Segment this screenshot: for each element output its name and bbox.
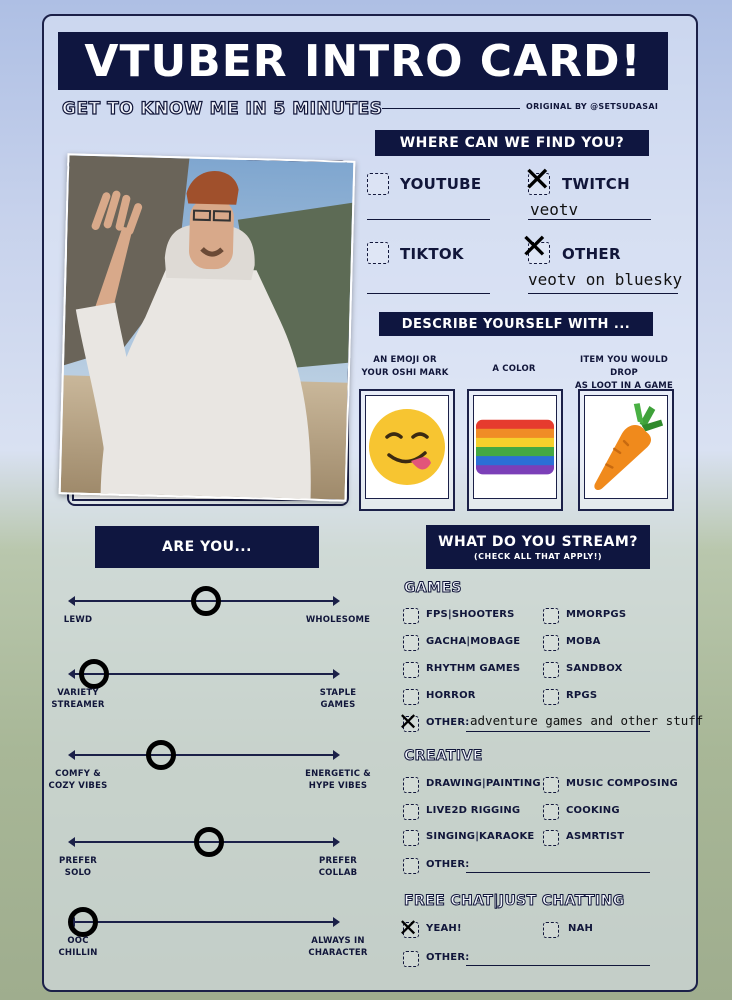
scale-left-text: COZY VIBES: [48, 781, 108, 791]
scale-right-text: ALWAYS IN: [311, 936, 365, 946]
games-option-checkbox[interactable]: [403, 689, 419, 705]
games-option-label: MMORPGS: [566, 609, 627, 620]
scale-right-text: ENERGETIC &: [305, 769, 371, 779]
emoji-caption-line-1: AN EMOJI OR: [373, 355, 437, 365]
games-option-label: SANDBOX: [566, 663, 623, 674]
are-you-heading: ARE YOU...: [95, 526, 319, 568]
creative-option-checkbox[interactable]: [543, 830, 559, 846]
twitch-value[interactable]: veotv: [530, 200, 579, 219]
creative-option-label: SINGING|KARAOKE: [426, 831, 535, 842]
games-option-checkbox[interactable]: [543, 662, 559, 678]
tiktok-checkbox[interactable]: [367, 242, 389, 264]
scale-left-text: CHILLIN: [58, 948, 98, 958]
tiktok-label: TIKTOK: [400, 245, 464, 263]
games-other-label: OTHER:: [426, 717, 470, 728]
scale-line[interactable]: [70, 673, 338, 675]
emoji-caption: [355, 354, 455, 380]
games-option-label: RHYTHM GAMES: [426, 663, 521, 674]
flag-stripe: [476, 429, 554, 439]
scale-left-label: [46, 687, 110, 711]
creative-other-label: OTHER:: [426, 859, 470, 870]
games-other-check-mark: ✕: [398, 708, 419, 736]
scale-line[interactable]: [70, 921, 338, 923]
scale-right-text: WHOLESOME: [305, 615, 371, 625]
avatar-illustration: [61, 155, 354, 499]
scale-left-label: [46, 935, 110, 959]
chat-other-label: OTHER:: [426, 952, 470, 963]
chat-heading: FREE CHAT|JUST CHATTING: [404, 893, 625, 909]
scale-line[interactable]: [70, 754, 338, 756]
chat-yes-label: YEAH!: [426, 923, 462, 934]
carrot-icon: [585, 399, 667, 495]
flag-stripe: [476, 438, 554, 448]
youtube-line: [367, 219, 490, 220]
games-option-label: MOBA: [566, 636, 601, 647]
color-box: [467, 389, 563, 511]
loot-caption: [566, 354, 682, 393]
twitch-check-mark: ✕: [523, 160, 552, 200]
games-option-label: GACHA|MOBAGE: [426, 636, 521, 647]
subtitle-divider: [382, 108, 520, 109]
games-option-checkbox[interactable]: [403, 662, 419, 678]
flag-stripe: [476, 465, 554, 475]
color-box-inner: [473, 395, 557, 499]
games-option-label: HORROR: [426, 690, 476, 701]
chat-no-checkbox[interactable]: [543, 922, 559, 938]
creative-option-label: MUSIC COMPOSING: [566, 778, 678, 789]
creative-option-checkbox[interactable]: [403, 830, 419, 846]
other-line: [528, 293, 678, 294]
creative-option-label: COOKING: [566, 804, 620, 816]
scale-marker[interactable]: [146, 740, 176, 770]
games-option-checkbox[interactable]: [403, 608, 419, 624]
emoji-box-inner: [365, 395, 449, 499]
creative-option-label: LIVE2D RIGGING: [426, 804, 521, 816]
flag-stripe: [476, 456, 554, 466]
games-other-value[interactable]: adventure games and other stuff: [470, 713, 704, 728]
describe-heading: DESCRIBE YOURSELF WITH ...: [379, 312, 653, 336]
emoji-caption-line-2: YOUR OSHI MARK: [361, 368, 449, 378]
scale-left-text: VARIETY: [57, 688, 99, 698]
scale-right-label: [296, 855, 380, 879]
stream-heading-box: [426, 525, 650, 569]
chat-other-line: [466, 965, 650, 966]
creative-option-label: DRAWING|PAINTING: [426, 778, 541, 789]
games-option-checkbox[interactable]: [403, 635, 419, 651]
games-other-line: [466, 731, 650, 732]
credit-text: ORIGINAL BY @SETSUDASAI: [526, 102, 659, 111]
tiktok-line: [367, 293, 490, 294]
creative-option-checkbox[interactable]: [403, 804, 419, 820]
emoji-box: [359, 389, 455, 511]
card-title: VTUBER INTRO CARD!: [58, 32, 668, 90]
creative-option-checkbox[interactable]: [543, 804, 559, 820]
scale-right-text: GAMES: [320, 700, 356, 710]
loot-box-inner: [584, 395, 668, 499]
twitch-label: TWITCH: [562, 175, 630, 193]
games-option-checkbox[interactable]: [543, 608, 559, 624]
creative-option-label: ASMRTIST: [566, 831, 625, 842]
scale-left-text: OOC: [67, 936, 89, 946]
chat-other-checkbox[interactable]: [403, 951, 419, 967]
scale-left-label: [46, 855, 110, 879]
scale-left-text: COMFY &: [55, 769, 101, 779]
scale-right-label: [296, 614, 380, 626]
games-option-checkbox[interactable]: [543, 689, 559, 705]
stream-heading: WHAT DO YOU STREAM?: [438, 533, 638, 550]
games-option-label: FPS|SHOOTERS: [426, 609, 515, 620]
youtube-checkbox[interactable]: [367, 173, 389, 195]
creative-option-checkbox[interactable]: [403, 777, 419, 793]
other-label: OTHER: [562, 245, 621, 263]
youtube-label: YOUTUBE: [400, 175, 482, 193]
creative-other-line: [466, 872, 650, 873]
scale-right-text: PREFER: [319, 856, 357, 866]
scale-right-label: [296, 935, 380, 959]
flag-stripe: [476, 420, 554, 430]
card-subtitle: GET TO KNOW ME IN 5 MINUTES: [62, 99, 383, 119]
other-value[interactable]: veotv on bluesky: [528, 270, 683, 289]
games-heading: GAMES: [404, 580, 462, 596]
scale-right-text: STAPLE: [319, 688, 357, 698]
loot-caption-line-2: AS LOOT IN A GAME: [575, 381, 673, 391]
games-option-checkbox[interactable]: [543, 635, 559, 651]
rainbow-flag-icon: [474, 416, 556, 478]
scale-right-text: CHARACTER: [308, 948, 368, 958]
stream-subheading: (CHECK ALL THAT APPLY!): [473, 551, 603, 561]
scale-right-label: [296, 768, 380, 792]
yum-face-icon: [367, 407, 447, 487]
scale-left-text: STREAMER: [51, 700, 105, 710]
creative-option-checkbox[interactable]: [543, 777, 559, 793]
scale-left-label: [40, 614, 116, 626]
games-option-label: RPGS: [566, 690, 598, 701]
chat-no-label: NAH: [568, 923, 594, 934]
scale-left-text: SOLO: [64, 868, 92, 878]
creative-other-checkbox[interactable]: [403, 858, 419, 874]
scale-right-text: HYPE VIBES: [308, 781, 368, 791]
scale-left-text: PREFER: [59, 856, 97, 866]
flag-stripe: [476, 447, 554, 457]
loot-caption-line-1: ITEM YOU WOULD DROP: [580, 355, 668, 378]
scale-left-label: [46, 768, 110, 792]
loot-box: [578, 389, 674, 511]
scale-marker[interactable]: [68, 907, 98, 937]
avatar-photo: [59, 153, 356, 501]
other-check-mark: ✕: [520, 227, 549, 267]
scale-right-text: COLLAB: [318, 868, 358, 878]
color-caption: A COLOR: [492, 364, 536, 374]
scale-left-text: LEWD: [63, 615, 93, 625]
scale-right-label: [296, 687, 380, 711]
creative-heading: CREATIVE: [404, 748, 483, 764]
chat-yes-check-mark: ✕: [398, 914, 419, 942]
find-you-heading: WHERE CAN WE FIND YOU?: [375, 130, 649, 156]
scale-marker[interactable]: [79, 659, 109, 689]
twitch-line: [528, 219, 651, 220]
scale-marker[interactable]: [194, 827, 224, 857]
